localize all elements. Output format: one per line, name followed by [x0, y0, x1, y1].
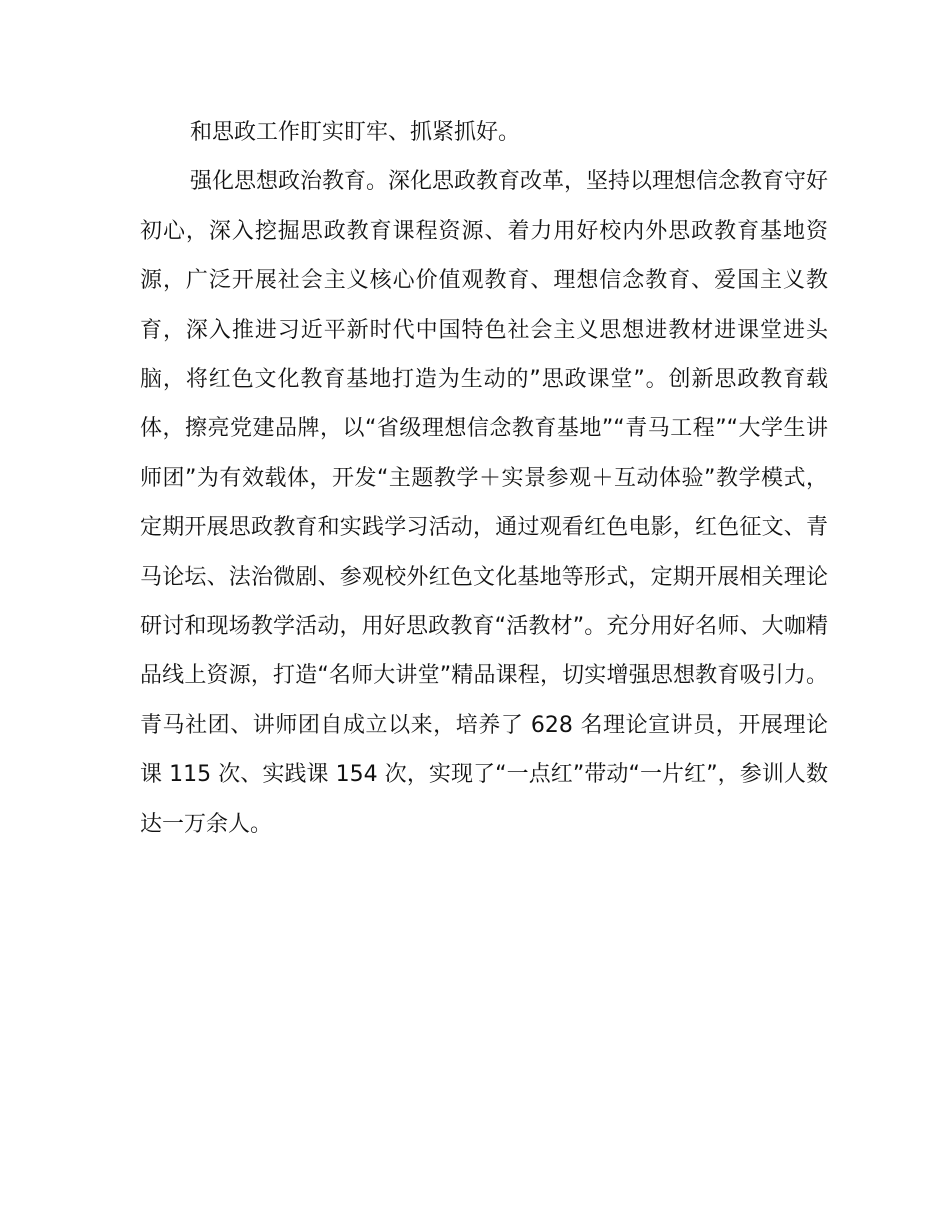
paragraph-ideological-education: 强化思想政治教育。深化思政教育改革，坚持以理想信念教育守好初心，深入挖掘思政教育课程资源、着力用好校内外思政教育基地资源，广泛开展社会主义核心价值观教育、理想信念教育、爱国主义教育，深入推进习近平新时代中国特色社会主义思想进教材进课堂进头脑，将红色文化教育基地打造为生动的”思政课堂”。创新思政教育载体，擦亮党建品牌，以“省级理想信念教育基地”“青马工程”“大学生讲师团”为有效载体，开发“主题教学＋实景参观＋互动体验”教学模式，定期开展思政教育和实践学习活动，通过观看红色电影，红色征文、青马论坛、法治微剧、参观校外红色文化基地等形式，定期开展相关理论研讨和现场教学活动，用好思政教育“活教材”。充分用好名师、大咖精品线上资源，打造“名师大讲堂”精品课程，切实增强思想教育吸引力。青马社团、讲师团自成立以来，培养了 628 名理论宣讲员，开展理论课 115 次、实践课 154 次，实现了“一点红”带动“一片红”，参训人数达一万余人。 — [140, 169, 829, 837]
paragraph-continuation: 和思政工作盯实盯牢、抓紧抓好。 — [190, 120, 521, 145]
document-body — [140, 108, 828, 849]
